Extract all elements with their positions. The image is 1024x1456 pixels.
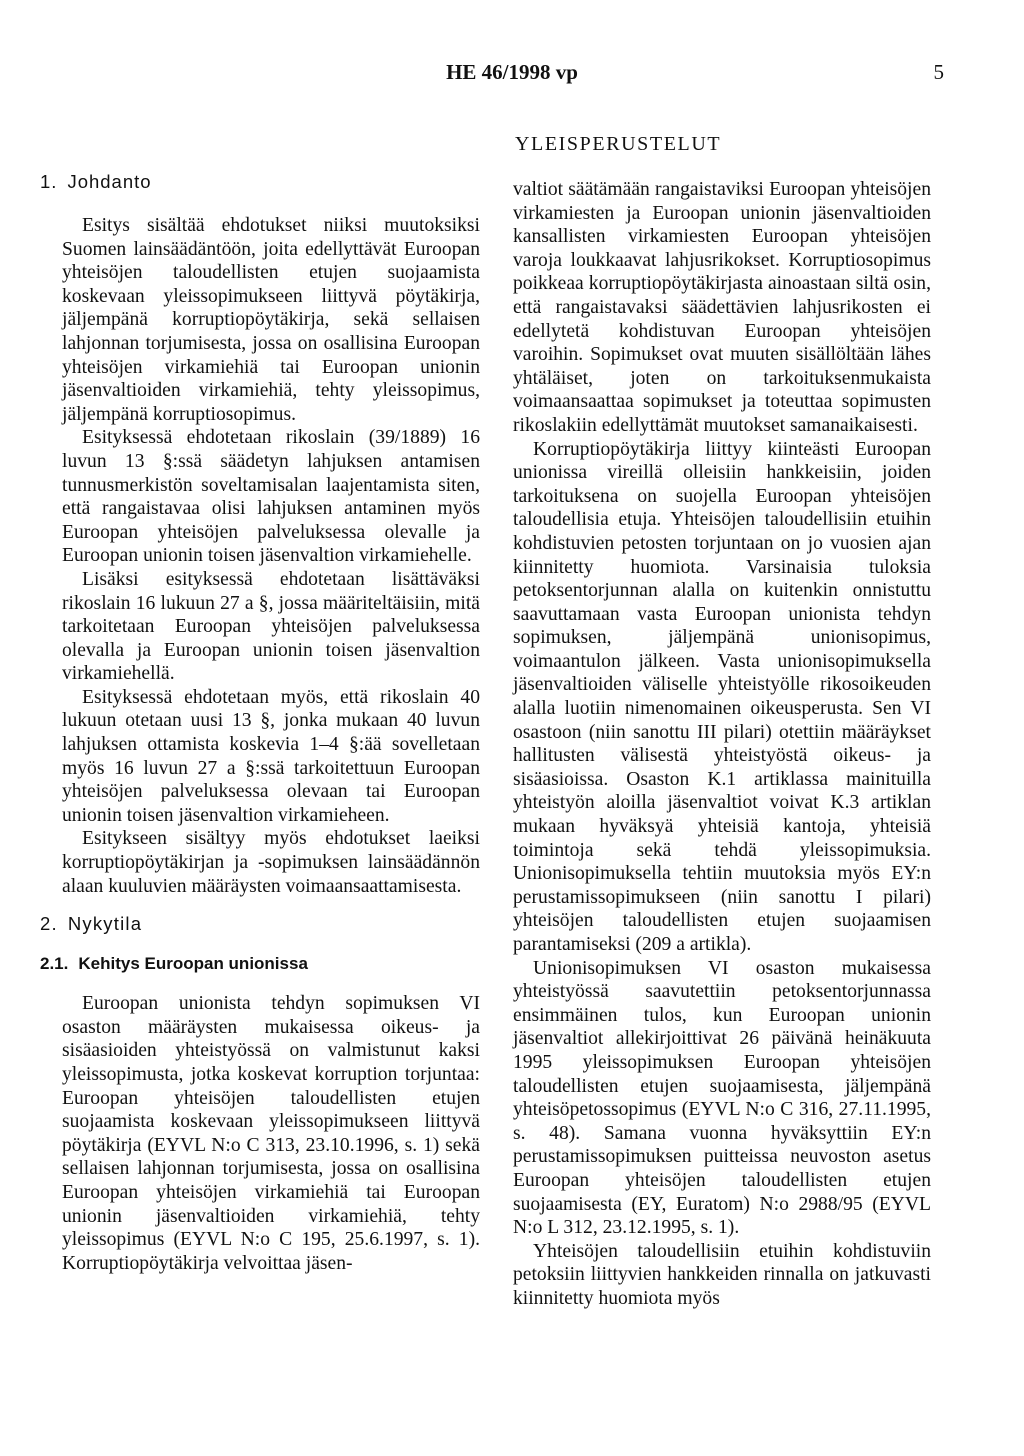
paragraph: Yhteisöjen taloudellisiin etuihin kohdistuviin petoksiin liittyvien hankkeiden rinnalla on jatkuvasti kiinnitetty huomiota myös <box>513 1240 931 1309</box>
paragraph: Esityksessä ehdotetaan rikoslain (39/1889) 16 luvun 13 §:ssä säädetyn lahjuksen antamisen tunnusmerkistön soveltamisalan laajentamista siten, että rangaistavaa olisi lahjuksen antaminen myös Euroopan yhteisöjen palveluksessa olevalle ja Euroopan unionin toisen jäsenvaltion virkamiehelle. <box>62 427 480 567</box>
paragraph: Korruptiopöytäkirja liittyy kiinteästi Euroopan unionissa vireillä olleisiin hankkeisiin, joiden tarkoituksena on suojella Euroopan yhteisöjen taloudellisia etuja. Yhteisöjen taloudellisiin etuihin kohdistuvien petosten torjuntaan on jo vuosien ajan kiinnitetty huomiota. Varsinaisia tuloksia petoksentorjunnan alalla on kuitenkin onnistuttu saavuttamaan vasta Euroopan unionista tehdyn sopimuksen, jäljempänä unionisopimus, voimaantulon jälkeen. Vasta unionisopimuksella jäsenvaltioiden väliselle yhteistyölle rikosoikeuden alalla luotiin nimenomainen oikeusperusta. Sen VI osastoon (niin sanottu III pilari) otettiin määräykset hallitusten välisestä yhteistyöstä oikeus- ja sisäasioissa. Osaston K.1 artiklassa mainituilla yhteistyön aloilla jäsenvaltiot voivat K.3 artiklan mukaan hyväksyä yhteisiä kantoja, yhteisiä toimintoja sekä tehdä yleissopimuksia. Unionisopimuksella tehtiin muutoksia myös EY:n perustamissopimukseen (niin sanottu I pilari) yhteisöjen taloudellisten etujen suojaamisen parantamiseksi (209 a artikla). <box>513 438 931 955</box>
paragraph: Esitykseen sisältyy myös ehdotukset laeiksi korruptiopöytäkirjan ja -sopimuksen lainsäädännön alaan kuuluvien määräysten voimaansaattamisesta. <box>62 828 480 897</box>
paragraph: Euroopan unionista tehdyn sopimuksen VI osaston määräysten mukaisessa oikeus- ja sisäasioiden yhteistyössä on valmistunut kaksi yleissopimusta, jotka koskevat korruption torjuntaa: Euroopan yhteisöjen taloudellisten etujen suojaamista koskevaan yleissopimukseen liittyvä pöytäkirja (EYVL N:o C 313, 23.10.1996, s. 1) sekä sellaisen lahjonnan torjumisesta, jossa on osallisina Euroopan yhteisöjen virkamiehiä tai Euroopan unionin jäsenvaltioiden virkamiehiä, tehty yleissopimus (EYVL N:o C 195, 25.6.1997, s. 1). Korruptiopöytäkirja velvoittaa jäsen- <box>62 993 480 1274</box>
paragraph: Unionisopimuksen VI osaston mukaisessa yhteistyössä saavutettiin petoksentorjunnassa ensimmäinen tulos, kun Euroopan unionin jäsenvaltiot allekirjoittivat 26 päivänä heinäkuuta 1995 yleissopimuksen Euroopan yhteisöjen taloudellisten etujen suojaamisesta, jäljempänä yhteisöpetossopimus (EYVL N:o C 316, 27.11.1995, s. 48). Samana vuonna hyväksyttiin EY:n perustamissopimuksen puitteissa neuvoston asetus Euroopan yhteisöjen taloudellisten etujen suojaamisesta (EY, Euratom) N:o 2988/95 (EYVL N:o L 312, 23.12.1995, s. 1). <box>513 957 931 1239</box>
heading-title: Johdanto <box>67 171 152 192</box>
left-column <box>40 170 480 1275</box>
heading-title: Nykytila <box>67 913 143 935</box>
page-number: 5 <box>933 60 944 84</box>
section-heading: YLEISPERUSTELUT <box>515 133 722 155</box>
paragraph: valtiot säätämään rangaistaviksi Euroopan yhteisöjen virkamiesten ja Euroopan unionin jäsenvaltioiden kansallisten virkamiesten Euroopan yhteisöjen varoja loukkaavat lahjusrikokset. Korruptiosopimus poikkeaa korruptiopöytäkirjasta ainoastaan siltä osin, että rangaistavaksi säädettävien lahjusrikosten ei edellytetä kohdistuvan Euroopan yhteisöjen varoihin. Sopimukset ovat muuten sisällöltään lähes yhtäläiset, joten on tarkoituksenmukaista voimaansaattaa sopimukset ja toteuttaa sopimusten rikoslakiin edellyttämät muutokset samanaikaisesti. <box>513 179 931 436</box>
heading-number: 2.1. <box>40 954 69 974</box>
right-column <box>513 178 931 1311</box>
heading-number: 1. <box>40 171 58 192</box>
heading-eu-development <box>40 952 480 976</box>
paragraph: Esityksessä ehdotetaan myös, että rikoslain 40 lukuun otetaan uusi 13 §, jonka mukaan 40 luvun lahjuksen ottamista koskevia 1–4 §:ää sovelletaan myös 16 luvun 27 a §:ssä tarkoitettuun Euroopan yhteisöjen palveluksessa olevaan tai Euroopan unionin toisen jäsenvaltion virkamieheen. <box>62 686 480 826</box>
heading-current-state <box>40 912 480 936</box>
heading-title: Kehitys Euroopan unionissa <box>78 954 308 974</box>
document-header-title: HE 46/1998 vp <box>446 60 578 84</box>
heading-number: 2. <box>40 913 58 935</box>
heading-introduction <box>40 170 480 194</box>
paragraph: Esitys sisältää ehdotukset niiksi muutoksiksi Suomen lainsäädäntöön, joita edellyttävät Euroopan yhteisöjen taloudellisten etujen suojaamista koskevaan yleissopimukseen liittyvä pöytäkirja, jäljempänä korruptiopöytäkirja, sekä sellaisen lahjonnan torjumisesta, jossa on osallisina Euroopan yhteisöjen virkamiehiä tai Euroopan unionin jäsenvaltioiden virkamiehiä, tehty yleissopimus, jäljempänä korruptiosopimus. <box>62 215 480 425</box>
paragraph: Lisäksi esityksessä ehdotetaan lisättäväksi rikoslain 16 lukuun 27 a §, jossa määriteltäisiin, mitä tarkoitetaan Euroopan yhteisöjen palveluksessa olevalla ja Euroopan unionin toisen jäsenvaltion virkamiehellä. <box>62 568 480 685</box>
